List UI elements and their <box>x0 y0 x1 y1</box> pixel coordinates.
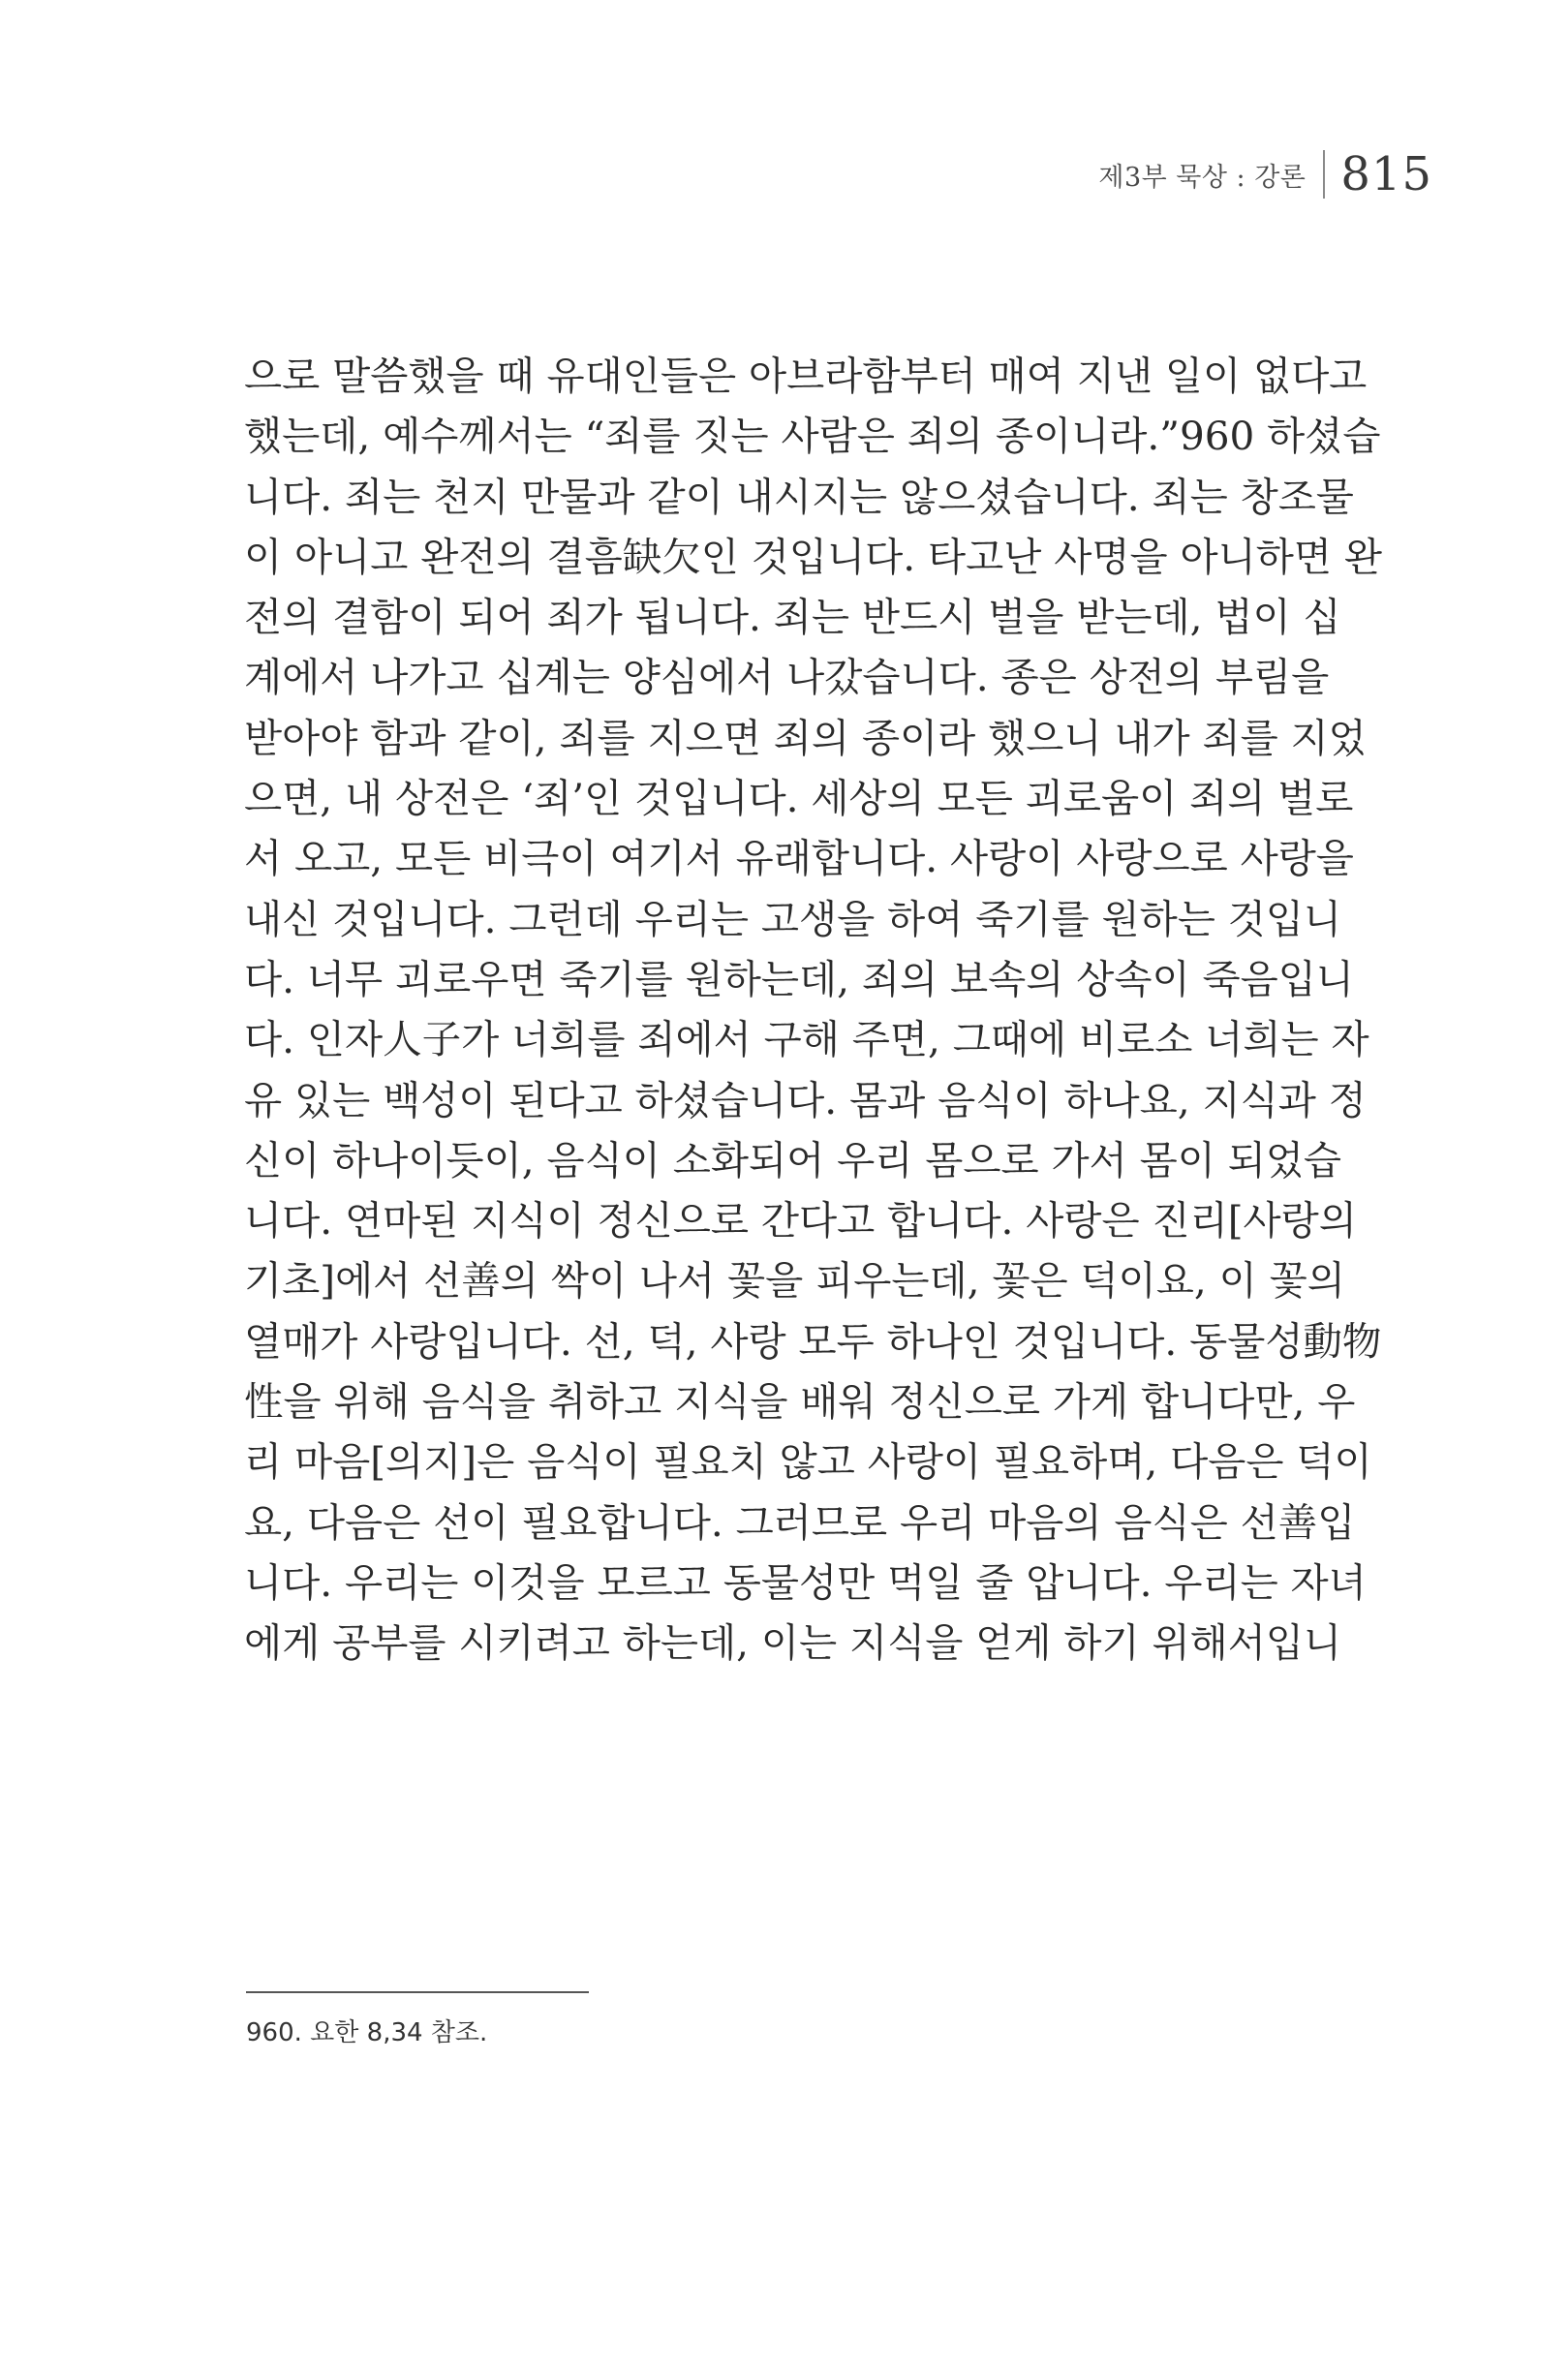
body-line: 유 있는 백성이 된다고 하셨습니다. 몸과 음식이 하나요, 지식과 정 <box>244 1076 1367 1123</box>
body-line: 性을 위해 음식을 취하고 지식을 배워 정신으로 가게 합니다만, 우 <box>244 1378 1356 1426</box>
body-line: 신이 하나이듯이, 음식이 소화되어 우리 몸으로 가서 몸이 되었습 <box>244 1136 1342 1184</box>
body-line: 리 마음[의지]은 음식이 필요치 않고 사랑이 필요하며, 다음은 덕이 <box>244 1438 1372 1486</box>
header-divider <box>1323 150 1325 199</box>
body-line: 기초]에서 선善의 싹이 나서 꽃을 피우는데, 꽃은 덕이요, 이 꽃의 <box>244 1257 1345 1305</box>
body-line: 이 아니고 완전의 결흠缺欠인 것입니다. 타고난 사명을 아니하면 완 <box>244 533 1382 580</box>
body-line: 내신 것입니다. 그런데 우리는 고생을 하여 죽기를 원하는 것입니 <box>244 895 1342 942</box>
body-line: 계에서 나가고 십계는 양심에서 나갔습니다. 종은 상전의 부림을 <box>244 654 1330 701</box>
body-line: 다. 인자人子가 너희를 죄에서 구해 주면, 그때에 비로소 너희는 자 <box>244 1016 1369 1063</box>
body-line: 다. 너무 괴로우면 죽기를 원하는데, 죄의 보속의 상속이 죽음입니 <box>244 955 1354 1002</box>
page-number: 815 <box>1340 147 1432 201</box>
body-line: 니다. 연마된 지식이 정신으로 간다고 합니다. 사랑은 진리[사랑의 <box>244 1197 1357 1245</box>
running-header <box>1098 145 1432 203</box>
body-line: 했는데, 예수께서는 “죄를 짓는 사람은 죄의 종이니라.”960 하셨습 <box>244 413 1381 460</box>
section-title: 제3부 묵상 : 강론 <box>1098 162 1307 193</box>
body-line: 으로 말씀했을 때 유대인들은 아브라함부터 매여 지낸 일이 없다고 <box>244 353 1368 399</box>
body-line: 니다. 죄는 천지 만물과 같이 내시지는 않으셨습니다. 죄는 창조물 <box>244 473 1354 520</box>
body-line: 받아야 함과 같이, 죄를 지으면 죄의 종이라 했으니 내가 죄를 지었 <box>244 714 1367 761</box>
body-line: 니다. 우리는 이것을 모르고 동물성만 먹일 줄 압니다. 우리는 자녀 <box>244 1558 1367 1606</box>
body-line: 서 오고, 모든 비극이 여기서 유래합니다. 사랑이 사랑으로 사랑을 <box>244 835 1354 882</box>
footnote: 960. 요한 8,34 참조. <box>246 2018 488 2047</box>
body-text <box>244 346 1382 1674</box>
body-line: 전의 결함이 되어 죄가 됩니다. 죄는 반드시 벌을 받는데, 법이 십 <box>244 594 1341 641</box>
body-line: 요, 다음은 선이 필요합니다. 그러므로 우리 마음의 음식은 선善입 <box>244 1498 1356 1546</box>
body-line: 열매가 사랑입니다. 선, 덕, 사랑 모두 하나인 것입니다. 동물성動物 <box>244 1317 1382 1365</box>
body-line: 으면, 내 상전은 ‘죄’인 것입니다. 세상의 모든 괴로움이 죄의 벌로 <box>244 775 1354 822</box>
body-line: 에게 공부를 시키려고 하는데, 이는 지식을 얻게 하기 위해서입니 <box>244 1619 1342 1667</box>
footnote-rule <box>246 1991 589 1993</box>
